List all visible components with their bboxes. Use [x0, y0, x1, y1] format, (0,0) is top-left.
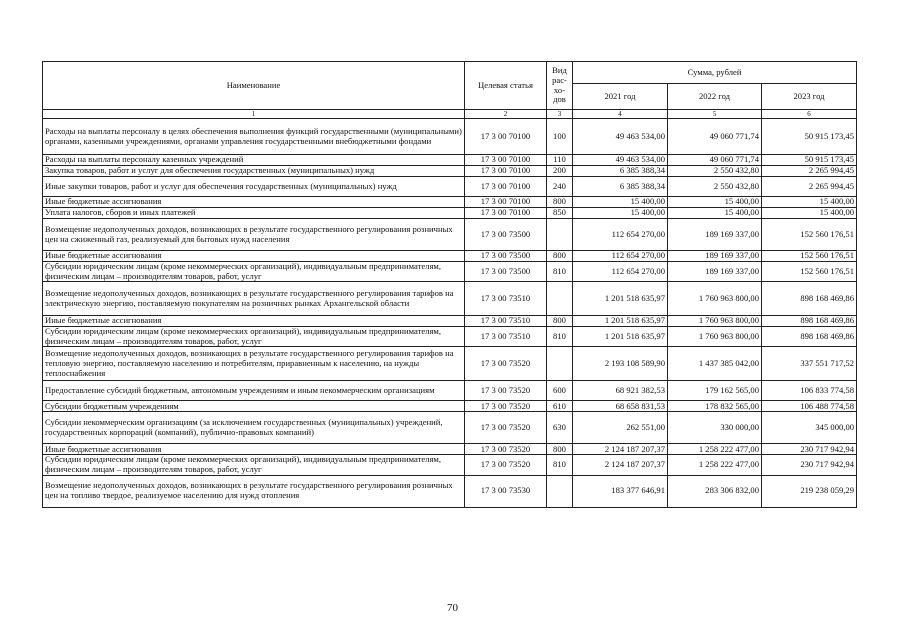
row-name: Иные бюджетные ассигнования: [43, 316, 465, 327]
row-amount-2023: 230 717 942,94: [762, 455, 857, 475]
row-amount-2023: 15 400,00: [762, 197, 857, 208]
row-amount-2022: 1 760 963 800,00: [668, 316, 762, 327]
row-expense-type: 810: [547, 455, 573, 475]
row-amount-2021: 49 463 534,00: [573, 119, 668, 155]
row-name: Субсидии некоммерческим организациям (за исключением государственных (муниципальных) учреждений, государственных корпораций (компаний), публично-правовых компаний): [43, 412, 465, 444]
row-target-code: 17 3 00 70100: [465, 155, 547, 166]
row-amount-2022: 330 000,00: [668, 412, 762, 444]
row-amount-2021: 2 124 187 207,37: [573, 444, 668, 455]
table-row: [43, 444, 857, 455]
row-amount-2023: 152 560 176,51: [762, 251, 857, 262]
row-name: Субсидии юридическим лицам (кроме некоммерческих организаций), индивидуальным предпринимателям, физическим лицам – производителям товаров, работ, услуг: [43, 327, 465, 347]
row-amount-2023: 106 488 774,58: [762, 401, 857, 412]
row-target-code: 17 3 00 73520: [465, 412, 547, 444]
row-expense-type: 800: [547, 197, 573, 208]
row-amount-2023: 50 915 173,45: [762, 119, 857, 155]
row-amount-2021: 6 385 388,34: [573, 177, 668, 197]
table-row: [43, 166, 857, 177]
row-amount-2023: 15 400,00: [762, 208, 857, 219]
row-amount-2022: 179 162 565,00: [668, 381, 762, 401]
row-amount-2023: 898 168 469,86: [762, 316, 857, 327]
row-expense-type: 240: [547, 177, 573, 197]
row-amount-2021: 15 400,00: [573, 197, 668, 208]
row-amount-2023: 50 915 173,45: [762, 155, 857, 166]
row-target-code: 17 3 00 73520: [465, 401, 547, 412]
row-amount-2021: 112 654 270,00: [573, 251, 668, 262]
table-row: [43, 208, 857, 219]
row-expense-type: 610: [547, 401, 573, 412]
row-expense-type: [547, 475, 573, 507]
table-row: [43, 316, 857, 327]
column-number: 1: [43, 110, 465, 119]
header-year-2023: 2023 год: [762, 84, 857, 110]
row-amount-2022: 15 400,00: [668, 208, 762, 219]
table-row: [43, 381, 857, 401]
row-name: Субсидии юридическим лицам (кроме некоммерческих организаций), индивидуальным предпринимателям, физическим лицам – производителям товаров, работ, услуг: [43, 262, 465, 282]
row-amount-2022: 189 169 337,00: [668, 251, 762, 262]
row-target-code: 17 3 00 73520: [465, 347, 547, 381]
header-year-2021: 2021 год: [573, 84, 668, 110]
table-row: [43, 327, 857, 347]
row-expense-type: 100: [547, 119, 573, 155]
row-target-code: 17 3 00 73530: [465, 475, 547, 507]
row-amount-2022: 1 760 963 800,00: [668, 327, 762, 347]
row-target-code: 17 3 00 73500: [465, 251, 547, 262]
table-row: [43, 197, 857, 208]
table-row: [43, 219, 857, 251]
column-number: 4: [573, 110, 668, 119]
row-amount-2021: 68 921 382,53: [573, 381, 668, 401]
row-amount-2022: 283 306 832,00: [668, 475, 762, 507]
table-row: [43, 401, 857, 412]
row-amount-2022: 2 550 432,80: [668, 177, 762, 197]
row-amount-2022: 49 060 771,74: [668, 119, 762, 155]
column-number: 6: [762, 110, 857, 119]
row-amount-2023: 898 168 469,86: [762, 282, 857, 316]
row-expense-type: 200: [547, 166, 573, 177]
row-amount-2023: 345 000,00: [762, 412, 857, 444]
row-expense-type: 800: [547, 251, 573, 262]
column-number: 5: [668, 110, 762, 119]
row-amount-2023: 219 238 059,29: [762, 475, 857, 507]
table-row: [43, 262, 857, 282]
row-amount-2022: 189 169 337,00: [668, 219, 762, 251]
row-name: Уплата налогов, сборов и иных платежей: [43, 208, 465, 219]
row-amount-2021: 183 377 646,91: [573, 475, 668, 507]
row-name: Иные бюджетные ассигнования: [43, 444, 465, 455]
row-target-code: 17 3 00 73510: [465, 316, 547, 327]
row-amount-2023: 152 560 176,51: [762, 219, 857, 251]
row-amount-2023: 337 551 717,52: [762, 347, 857, 381]
table-row: [43, 119, 857, 155]
row-target-code: 17 3 00 73510: [465, 327, 547, 347]
row-name: Расходы на выплаты персоналу казенных учреждений: [43, 155, 465, 166]
table-row: [43, 177, 857, 197]
row-expense-type: 810: [547, 327, 573, 347]
row-amount-2021: 49 463 534,00: [573, 155, 668, 166]
row-amount-2023: 2 265 994,45: [762, 166, 857, 177]
row-target-code: 17 3 00 70100: [465, 119, 547, 155]
row-target-code: 17 3 00 73510: [465, 282, 547, 316]
row-amount-2021: 6 385 388,34: [573, 166, 668, 177]
row-amount-2021: 112 654 270,00: [573, 262, 668, 282]
row-expense-type: [547, 347, 573, 381]
row-name: Возмещение недополученных доходов, возникающих в результате государственного регулирования розничных цен на сжиженный газ, реализуемый для бытовых нужд населения: [43, 219, 465, 251]
row-amount-2021: 112 654 270,00: [573, 219, 668, 251]
row-expense-type: 850: [547, 208, 573, 219]
row-expense-type: 110: [547, 155, 573, 166]
table-row: [43, 455, 857, 475]
row-expense-type: [547, 282, 573, 316]
row-amount-2021: 262 551,00: [573, 412, 668, 444]
row-amount-2023: 106 833 774,58: [762, 381, 857, 401]
row-target-code: 17 3 00 70100: [465, 208, 547, 219]
row-target-code: 17 3 00 70100: [465, 197, 547, 208]
row-amount-2021: 68 658 831,53: [573, 401, 668, 412]
row-amount-2022: 178 832 565,00: [668, 401, 762, 412]
page-number: 70: [447, 602, 458, 614]
column-numbers-row: [43, 110, 857, 119]
row-amount-2022: 49 060 771,74: [668, 155, 762, 166]
table-row: [43, 155, 857, 166]
row-amount-2021: 1 201 518 635,97: [573, 316, 668, 327]
table-body: [43, 119, 857, 508]
table-row: [43, 282, 857, 316]
row-amount-2022: 1 437 385 042,00: [668, 347, 762, 381]
row-name: Субсидии юридическим лицам (кроме некоммерческих организаций), индивидуальным предпринимателям, физическим лицам – производителям товаров, работ, услуг: [43, 455, 465, 475]
row-target-code: 17 3 00 73520: [465, 455, 547, 475]
row-amount-2021: 2 124 187 207,37: [573, 455, 668, 475]
row-expense-type: 600: [547, 381, 573, 401]
row-amount-2021: 1 201 518 635,97: [573, 327, 668, 347]
row-name: Возмещение недополученных доходов, возникающих в результате государственного регулирования тарифов на электрическую энергию, поставляемую покупателям на розничных рынках Архангельской области: [43, 282, 465, 316]
row-amount-2023: 2 265 994,45: [762, 177, 857, 197]
row-name: Предоставление субсидий бюджетным, автономным учреждениям и иным некоммерческим организациям: [43, 381, 465, 401]
row-name: Субсидии бюджетным учреждениям: [43, 401, 465, 412]
table-row: [43, 475, 857, 507]
budget-table: [42, 61, 857, 508]
header-name: Наименование: [43, 62, 465, 110]
table-row: [43, 412, 857, 444]
row-target-code: 17 3 00 73520: [465, 444, 547, 455]
row-amount-2022: 189 169 337,00: [668, 262, 762, 282]
row-target-code: 17 3 00 70100: [465, 166, 547, 177]
row-amount-2021: 2 193 108 589,90: [573, 347, 668, 381]
row-amount-2023: 898 168 469,86: [762, 327, 857, 347]
row-name: Возмещение недополученных доходов, возникающих в результате государственного регулирования розничных цен на топливо твердое, реализуемое населению для нужд отопления: [43, 475, 465, 507]
row-target-code: 17 3 00 73500: [465, 219, 547, 251]
row-name: Расходы на выплаты персоналу в целях обеспечения выполнения функций государственными (муниципальными) органами, казенными учреждениями, органами управления государственными внебюджетными фондами: [43, 119, 465, 155]
header-target: Целевая статья: [465, 62, 547, 110]
row-name: Иные бюджетные ассигнования: [43, 251, 465, 262]
table-row: [43, 347, 857, 381]
row-target-code: 17 3 00 70100: [465, 177, 547, 197]
column-number: 3: [547, 110, 573, 119]
row-expense-type: 810: [547, 262, 573, 282]
row-amount-2022: 1 258 222 477,00: [668, 444, 762, 455]
row-name: Иные закупки товаров, работ и услуг для обеспечения государственных (муниципальных) нужд: [43, 177, 465, 197]
row-amount-2021: 15 400,00: [573, 208, 668, 219]
row-amount-2022: 1 760 963 800,00: [668, 282, 762, 316]
header-year-2022: 2022 год: [668, 84, 762, 110]
row-expense-type: 800: [547, 316, 573, 327]
column-number: 2: [465, 110, 547, 119]
header-vid: Вид рас-хо-дов: [547, 62, 573, 110]
row-target-code: 17 3 00 73500: [465, 262, 547, 282]
row-name: Иные бюджетные ассигнования: [43, 197, 465, 208]
row-expense-type: 630: [547, 412, 573, 444]
row-amount-2022: 2 550 432,80: [668, 166, 762, 177]
row-amount-2022: 1 258 222 477,00: [668, 455, 762, 475]
row-name: Возмещение недополученных доходов, возникающих в результате государственного регулирования тарифов на тепловую энергию, поставляемую населению и потребителям, приравненным к населению, на нужды теплоснабжения: [43, 347, 465, 381]
row-expense-type: 800: [547, 444, 573, 455]
header-sum: Сумма, рублей: [573, 62, 857, 84]
row-amount-2023: 152 560 176,51: [762, 262, 857, 282]
table-row: [43, 251, 857, 262]
row-expense-type: [547, 219, 573, 251]
row-amount-2021: 1 201 518 635,97: [573, 282, 668, 316]
row-name: Закупка товаров, работ и услуг для обеспечения государственных (муниципальных) нужд: [43, 166, 465, 177]
row-amount-2023: 230 717 942,94: [762, 444, 857, 455]
row-amount-2022: 15 400,00: [668, 197, 762, 208]
row-target-code: 17 3 00 73520: [465, 381, 547, 401]
